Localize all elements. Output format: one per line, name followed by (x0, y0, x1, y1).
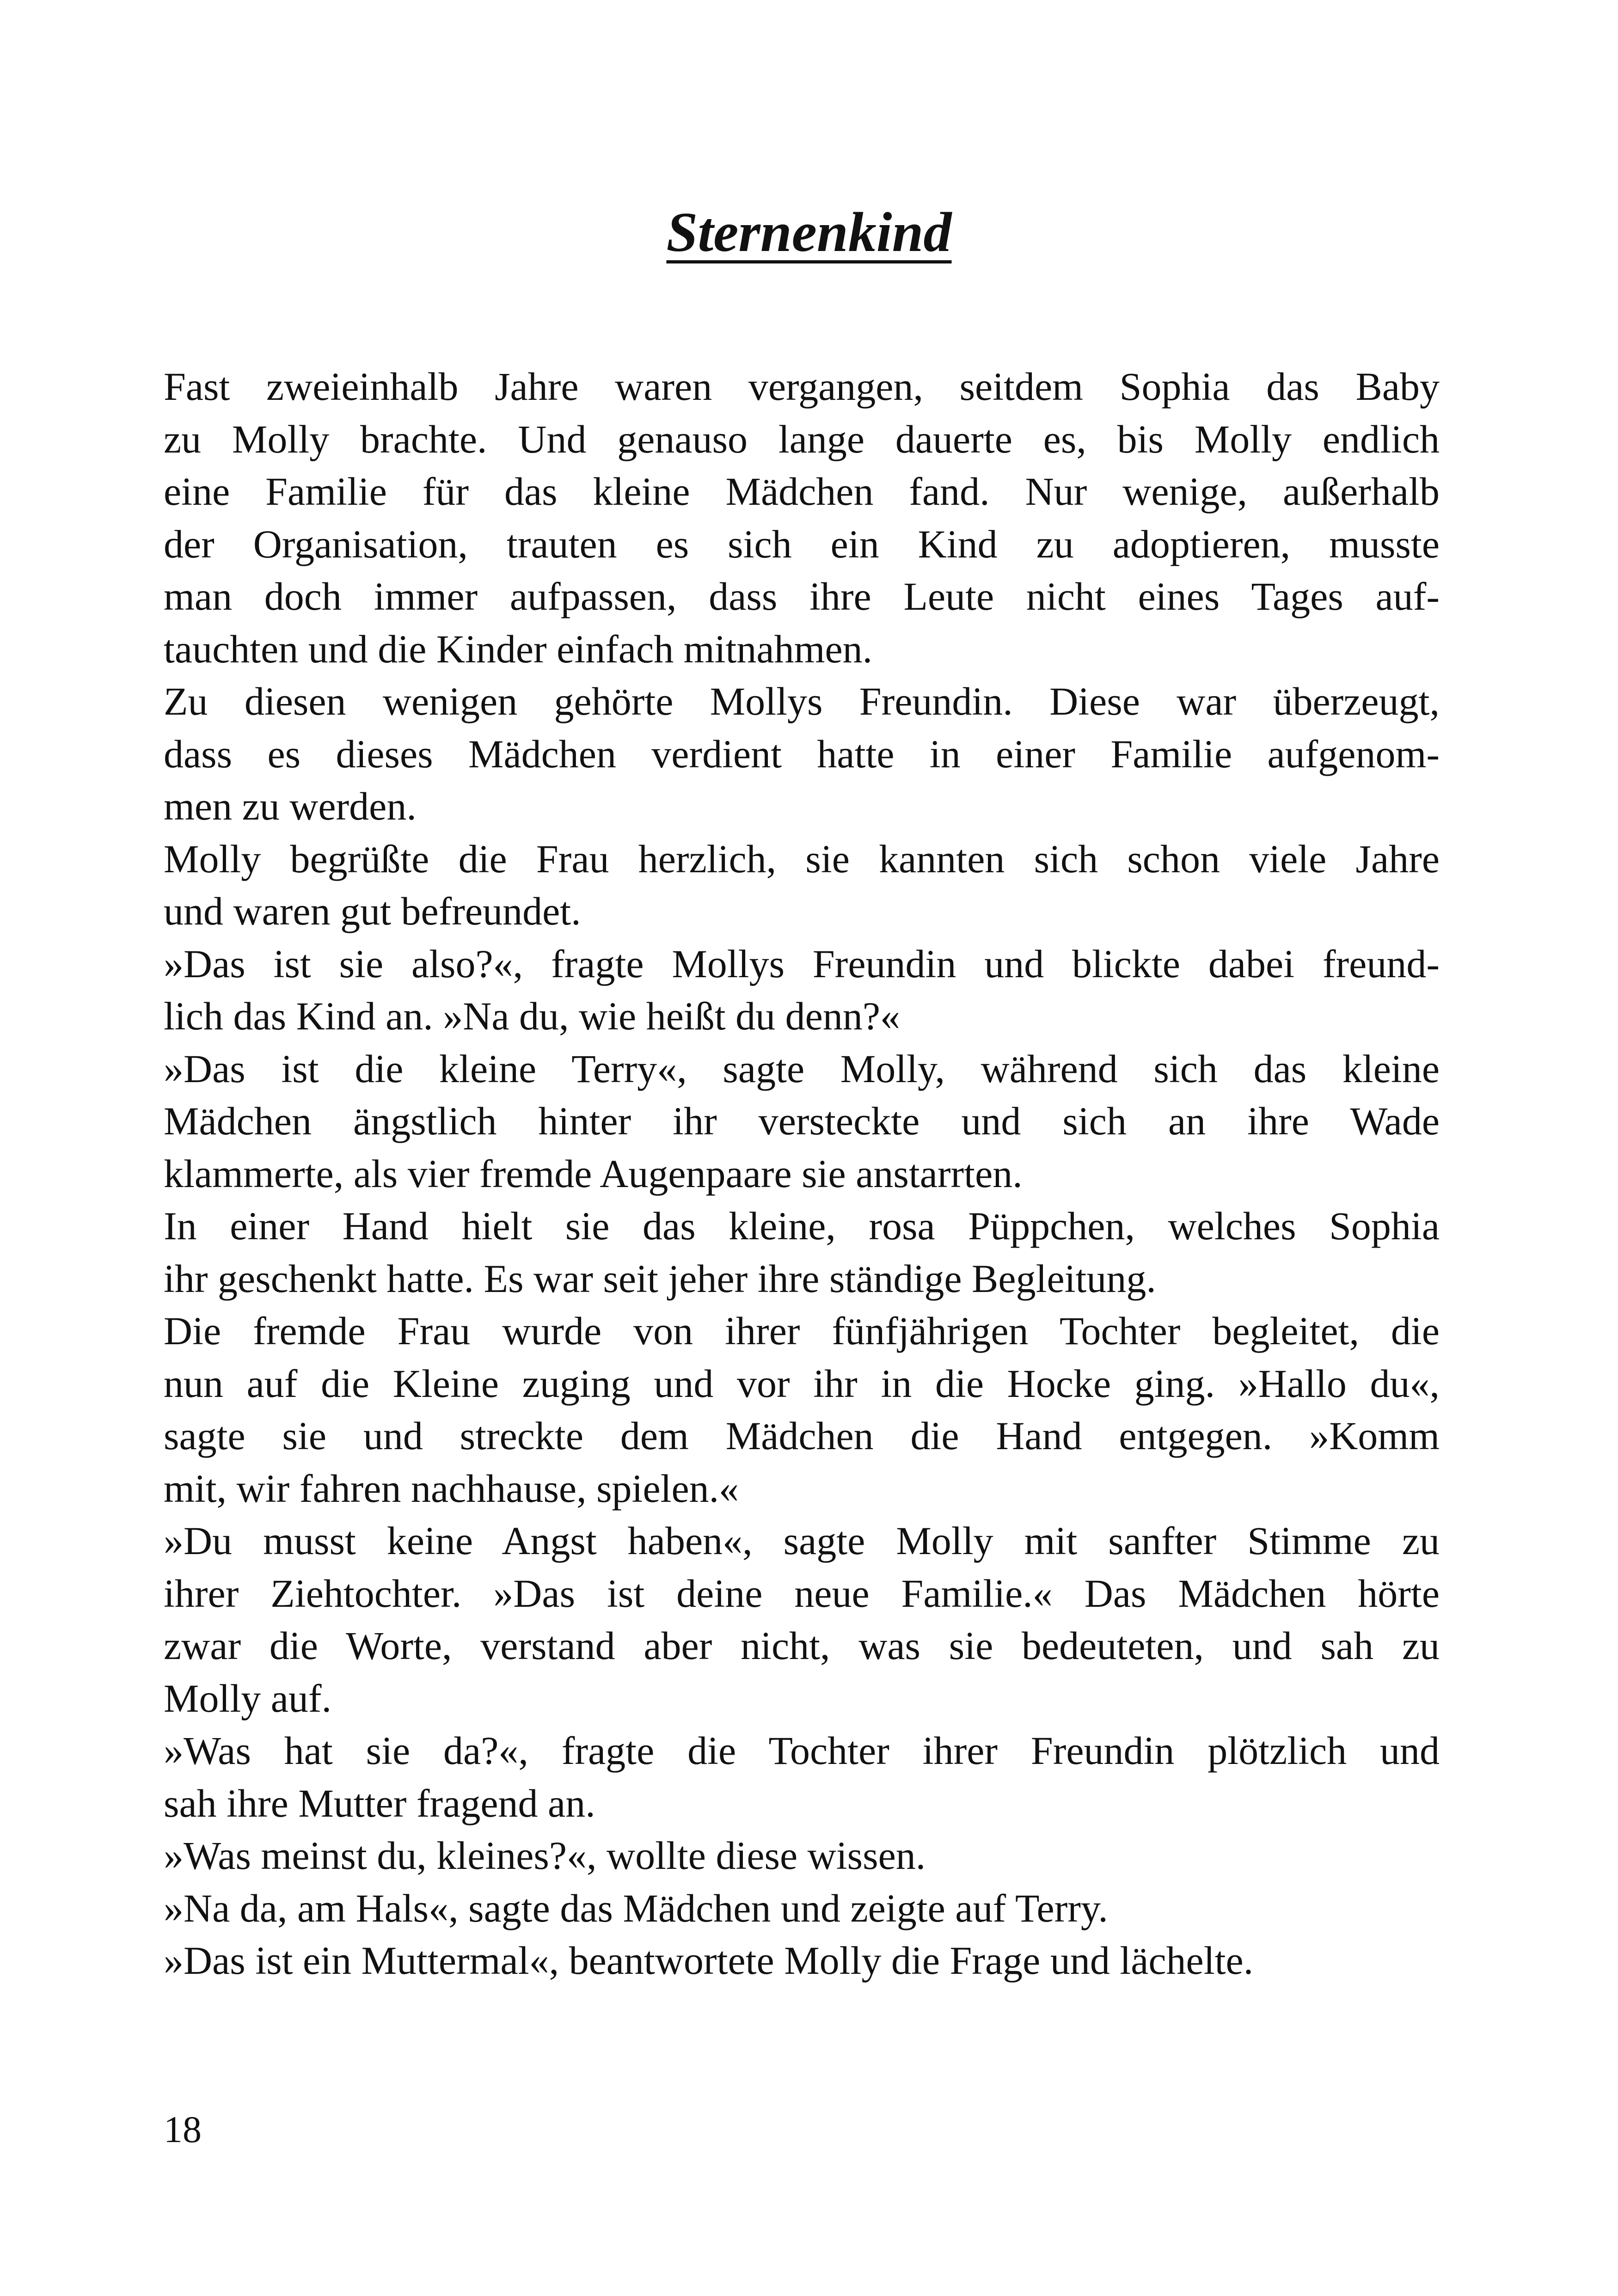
text-line: zu Molly brachte. Und genauso lange dauerte es, bis Molly endlich (164, 416, 1440, 461)
text-line: In einer Hand hielt sie das kleine, rosa Püppchen, welches Sophia (164, 1204, 1440, 1248)
text-line: Molly begrüßte die Frau herzlich, sie kannten sich schon viele Jahre (164, 836, 1440, 881)
text-line: klammerte, als vier fremde Augenpaare sie anstarrten. (164, 1151, 1023, 1196)
text-line: man doch immer aufpassen, dass ihre Leute nicht eines Tages auf- (164, 574, 1440, 618)
text-line: ihrer Ziehtochter. »Das ist deine neue Familie.« Das Mädchen hörte (164, 1571, 1440, 1616)
text-line: »Das ist sie also?«, fragte Mollys Freundin und blickte dabei freund- (164, 941, 1440, 986)
text-line: ihr geschenkt hatte. Es war seit jeher ihre ständige Begleitung. (164, 1256, 1156, 1301)
body-text (164, 361, 1440, 1987)
text-line: sah ihre Mutter fragend an. (164, 1781, 595, 1825)
chapter-title: Sternenkind (666, 201, 952, 263)
text-line: »Na da, am Hals«, sagte das Mädchen und zeigte auf Terry. (164, 1886, 1108, 1930)
text-line: Mädchen ängstlich hinter ihr versteckte und sich an ihre Wade (164, 1099, 1440, 1143)
text-line: Molly auf. (164, 1676, 332, 1720)
text-line: »Das ist ein Muttermal«, beantwortete Molly die Frage und lächelte. (164, 1938, 1254, 1983)
text-line: der Organisation, trauten es sich ein Kind zu adoptieren, musste (164, 521, 1440, 566)
text-line: »Was meinst du, kleines?«, wollte diese wissen. (164, 1833, 926, 1878)
text-line: Die fremde Frau wurde von ihrer fünfjährigen Tochter begleitet, die (164, 1309, 1440, 1353)
text-line: Zu diesen wenigen gehörte Mollys Freundin. Diese war überzeugt, (164, 679, 1440, 723)
text-line: mit, wir fahren nachhause, spielen.« (164, 1466, 739, 1511)
page-number: 18 (164, 2108, 202, 2150)
text-line: »Was hat sie da?«, fragte die Tochter ihrer Freundin plötzlich und (164, 1728, 1440, 1773)
text-line: dass es dieses Mädchen verdient hatte in einer Familie aufgenom- (164, 731, 1440, 776)
text-line: tauchten und die Kinder einfach mitnahmen. (164, 626, 873, 671)
text-line: lich das Kind an. »Na du, wie heißt du denn?« (164, 994, 901, 1038)
text-line: »Du musst keine Angst haben«, sagte Molly mit sanfter Stimme zu (164, 1518, 1440, 1563)
text-line: nun auf die Kleine zuging und vor ihr in die Hocke ging. »Hallo du«, (164, 1361, 1440, 1406)
text-line: zwar die Worte, verstand aber nicht, was sie bedeuteten, und sah zu (164, 1623, 1440, 1668)
text-line: »Das ist die kleine Terry«, sagte Molly, während sich das kleine (164, 1046, 1440, 1091)
text-line: Fast zweieinhalb Jahre waren vergangen, seitdem Sophia das Baby (164, 364, 1440, 409)
text-line: und waren gut befreundet. (164, 889, 581, 933)
text-line: men zu werden. (164, 784, 417, 828)
text-line: eine Familie für das kleine Mädchen fand. Nur wenige, außerhalb (164, 469, 1440, 514)
text-line: sagte sie und streckte dem Mädchen die Hand entgegen. »Komm (164, 1414, 1440, 1458)
